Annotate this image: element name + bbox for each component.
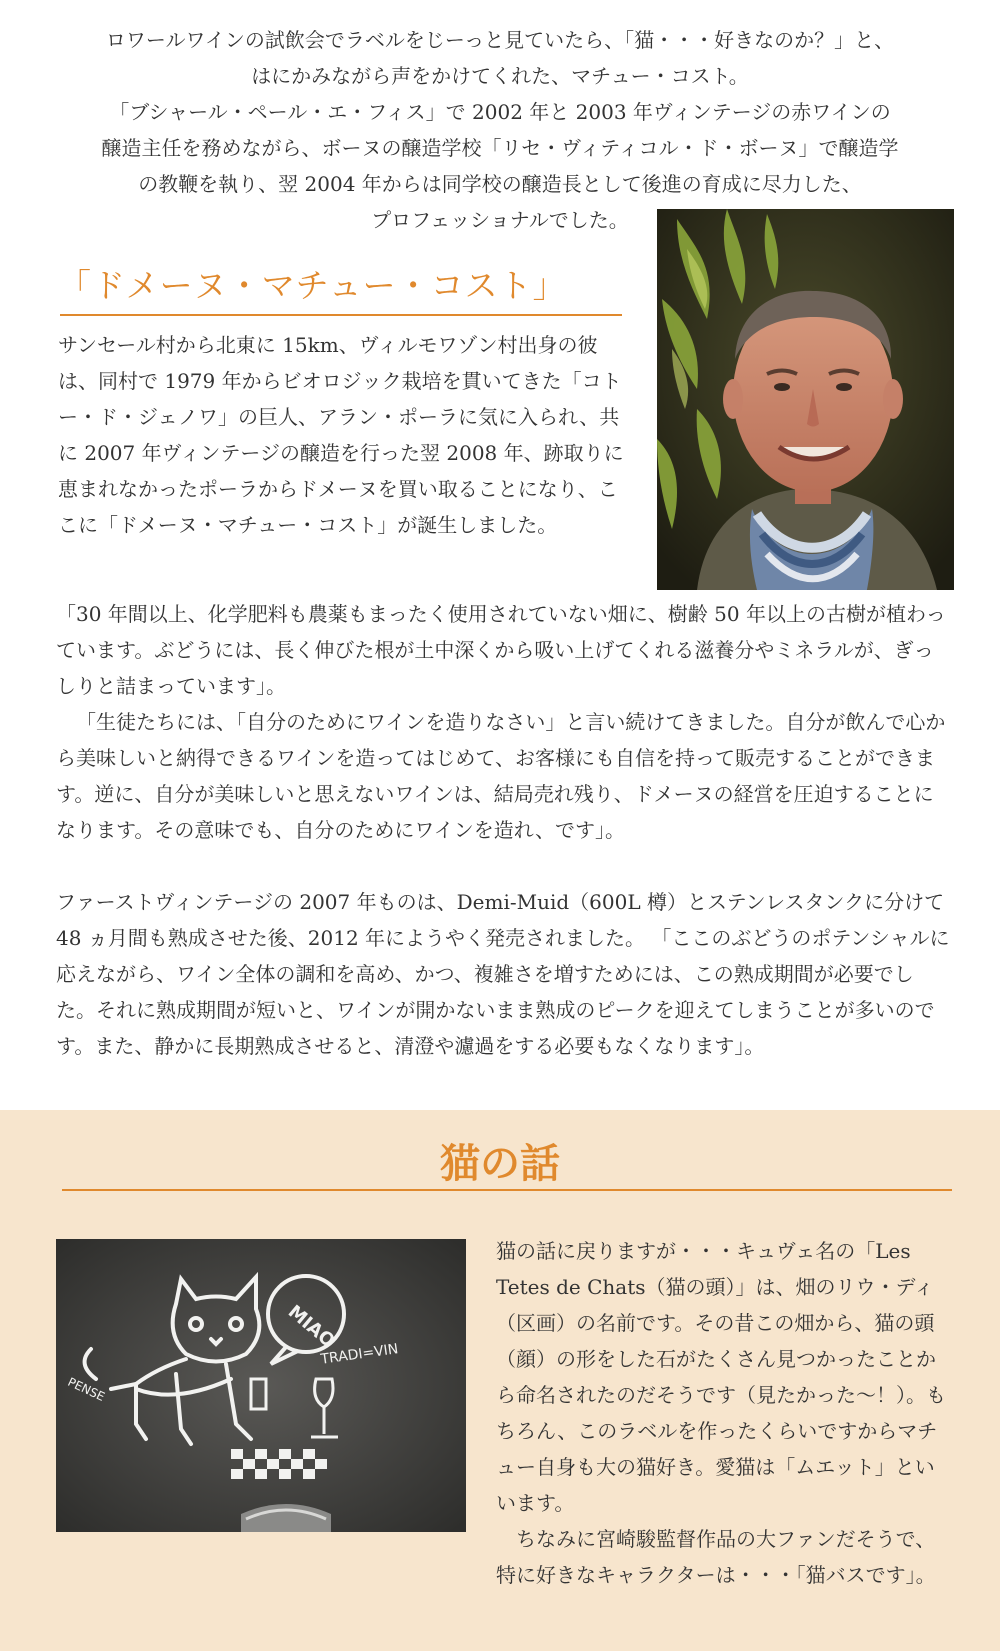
cat-heading-underline	[62, 1189, 952, 1191]
cat-story-paragraph: ちなみに宮崎駿監督作品の大ファンだそうで、特に好きなキャラクターは・・・「猫バスです」。	[496, 1527, 936, 1587]
intro-line: 「ブシャール・ペール・エ・フィス」で 2002 年と 2003 年ヴィンテージの赤ワインの	[109, 100, 891, 124]
heading-underline	[60, 314, 622, 316]
vintage-paragraph: ファーストヴィンテージの 2007 年ものは、Demi-Muid（600L 樽）とステンレスタンクに分けて 48 ヵ月間も熟成させた後、2012 年にようやく発売されました。 「ここのぶどうのポテンシャルに応えながら、ワイン全体の調和を高め、かつ、複雑さを増すためには、この熟成期間が必要でした。それに熟成期間が短いと、ワインが開かないまま熟成のピークを迎えてしまうことが多いのです。また、静かに長期熟成させると、清澄や濾過をする必要もなくなります」。	[56, 890, 950, 1058]
portrait-illustration	[657, 209, 954, 590]
intro-line: ロワールワインの試飲会でラベルをじーっと見ていたら、「猫・・・好きなのか？」と、	[105, 28, 895, 52]
quotes-section	[56, 596, 951, 1064]
cat-story-text	[496, 1233, 946, 1593]
cat-story-heading: 猫の話	[440, 1140, 560, 1187]
quote-paragraph: 「生徒たちには、「自分のためにワインを造りなさい」と言い続けてきました。自分が飲んで心から美味しいと納得できるワインを造ってはじめて、お客様にも自信を持って販売することができます。逆に、自分が美味しいと思えないワインは、結局売れ残り、ドメーヌの経営を圧迫することになります。その意味でも、自分のためにワインを造れ、です」。	[56, 710, 946, 842]
chalk-drawing-illustration	[56, 1239, 466, 1532]
intro-line: はにかみながら声をかけてくれた、マチュー・コスト。	[251, 64, 749, 88]
chalk-text-pense: PENSE	[65, 1374, 107, 1404]
winemaker-portrait-photo	[657, 209, 954, 590]
chalk-cat-drawing-photo	[56, 1239, 466, 1532]
domaine-bio-paragraph: サンセール村から北東に 15km、ヴィルモワゾン村出身の彼は、同村で 1979 年からビオロジック栽培を貫いてきた「コトー・ド・ジェノワ」の巨人、アラン・ポーラに気に入られ、共に 2007 年ヴィンテージの醸造を行った翌 2008 年、跡取りに恵まれなかったポーラからドメーヌを買い取ることになり、ここに「ドメーヌ・マチュー・コスト」が誕生しました。	[58, 333, 624, 537]
chalk-text-tradi: TRADI=VIN	[319, 1341, 400, 1368]
domaine-heading: 「ドメーヌ・マチュー・コスト」	[58, 266, 567, 305]
chalk-text-miao: MIAO	[283, 1301, 339, 1352]
intro-line: の教鞭を執り、翌 2004 年からは同学校の醸造長として後進の育成に尽力した、	[138, 172, 862, 196]
cat-story-paragraph: 猫の話に戻りますが・・・キュヴェ名の「Les Tetes de Chats（猫の頭）」は、畑のリウ・ディ（区画）の名前です。その昔この畑から、猫の頭（顔）の形をした石がたくさん見つかったことから命名されたのだそうです（見たかった～！）。もちろん、このラベルを作ったくらいですからマチュー自身も大の猫好き。愛猫は「ムエット」といいます。	[496, 1239, 946, 1515]
quote-paragraph: 「30 年間以上、化学肥料も農薬もまったく使用されていない畑に、樹齢 50 年以上の古樹が植わっています。ぶどうには、長く伸びた根が土中深くから吸い上げてくれる滋養分やミネラルが、ぎっしりと詰まっています」。	[56, 602, 946, 698]
intro-line: 醸造主任を務めながら、ボーヌの醸造学校「リセ・ヴィティコル・ド・ボーヌ」で醸造学	[101, 136, 899, 160]
intro-line: プロフェッショナルでした。	[371, 208, 629, 232]
intro-paragraph	[40, 22, 960, 238]
